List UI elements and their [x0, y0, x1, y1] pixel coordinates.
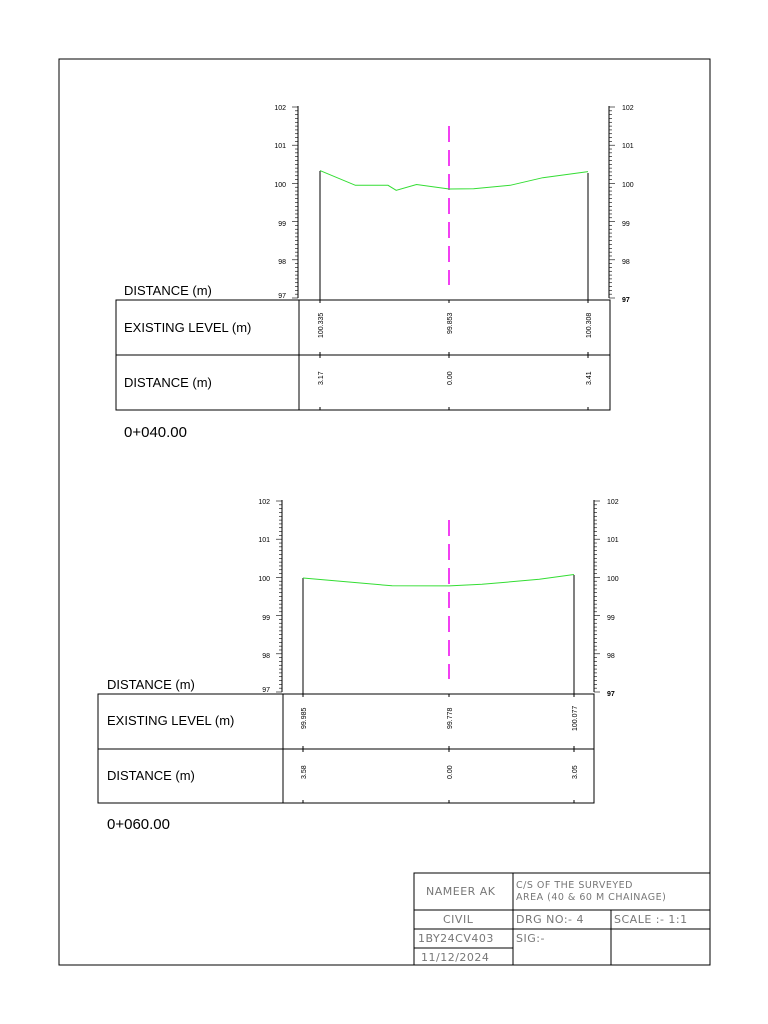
level-value: 100.077	[572, 705, 579, 731]
distance-label-top: DISTANCE (m)	[124, 283, 212, 298]
left-axis-ticks	[276, 501, 282, 692]
distance-value: 3.17	[318, 371, 325, 385]
tick-label: 100	[258, 576, 270, 583]
ground-profile	[320, 171, 588, 191]
tick-label: 98	[622, 259, 630, 266]
distance-value: 3.05	[572, 765, 579, 779]
tick-label: 101	[258, 537, 270, 544]
tick-label: 100	[622, 182, 634, 189]
tick-label: 99	[607, 615, 615, 622]
level-value: 99.778	[447, 707, 454, 729]
tick-label: 97	[622, 297, 630, 304]
scale: SCALE :- 1:1	[614, 913, 688, 926]
drawing-number: DRG NO:- 4	[516, 913, 584, 926]
distance-label: DISTANCE (m)	[124, 375, 212, 390]
tick-label: 97	[262, 687, 270, 694]
left-axis	[274, 105, 298, 300]
tick-label: 102	[274, 105, 286, 112]
tick-label: 97	[278, 293, 286, 300]
right-axis	[594, 499, 619, 698]
distance-value: 0.00	[447, 371, 454, 385]
distance-label-top: DISTANCE (m)	[107, 677, 195, 692]
distance-label: DISTANCE (m)	[107, 768, 195, 783]
left-axis-ticks	[292, 107, 298, 298]
level-value: 100.308	[586, 312, 593, 338]
title-block	[414, 873, 710, 965]
tick-label: 99	[262, 615, 270, 622]
right-axis-ticks	[594, 501, 600, 692]
cross-section-0-060	[98, 499, 619, 833]
existing-level-label: EXISTING LEVEL (m)	[124, 320, 252, 335]
left-axis	[258, 499, 282, 694]
chainage-label: 0+060.00	[107, 816, 170, 833]
chainage-label: 0+040.00	[124, 424, 187, 441]
date: 11/12/2024	[421, 951, 490, 964]
tick-label: 101	[622, 143, 634, 150]
drawing-title-line1: C/S OF THE SURVEYED	[516, 880, 634, 891]
registration-number: 1BY24CV403	[418, 932, 494, 945]
tick-label: 98	[278, 259, 286, 266]
level-value: 99.853	[447, 312, 454, 334]
tick-label: 98	[607, 653, 615, 660]
distance-value: 3.58	[301, 765, 308, 779]
tick-label: 101	[274, 143, 286, 150]
student-name: NAMEER AK	[426, 885, 496, 898]
tick-label: 102	[258, 499, 270, 506]
level-value: 99.985	[301, 707, 308, 729]
tick-label: 99	[278, 221, 286, 228]
distance-value: 3.41	[586, 371, 593, 385]
ground-profile	[303, 575, 574, 586]
right-axis-ticks	[609, 107, 615, 298]
tick-label: 99	[622, 221, 630, 228]
tick-label: 102	[622, 105, 634, 112]
tick-label: 100	[607, 576, 619, 583]
tick-label: 97	[607, 691, 615, 698]
cross-section-0-040	[116, 105, 634, 441]
drawing-title-line2: AREA (40 & 60 M CHAINAGE)	[516, 892, 667, 903]
department: CIVIL	[443, 913, 474, 926]
tick-label: 102	[607, 499, 619, 506]
level-value: 100.335	[318, 312, 325, 338]
signature-label: SIG:-	[516, 932, 545, 945]
tick-label: 101	[607, 537, 619, 544]
tick-label: 98	[262, 653, 270, 660]
distance-value: 0.00	[447, 765, 454, 779]
existing-level-label: EXISTING LEVEL (m)	[107, 713, 235, 728]
tick-label: 100	[274, 182, 286, 189]
right-axis	[609, 105, 634, 304]
